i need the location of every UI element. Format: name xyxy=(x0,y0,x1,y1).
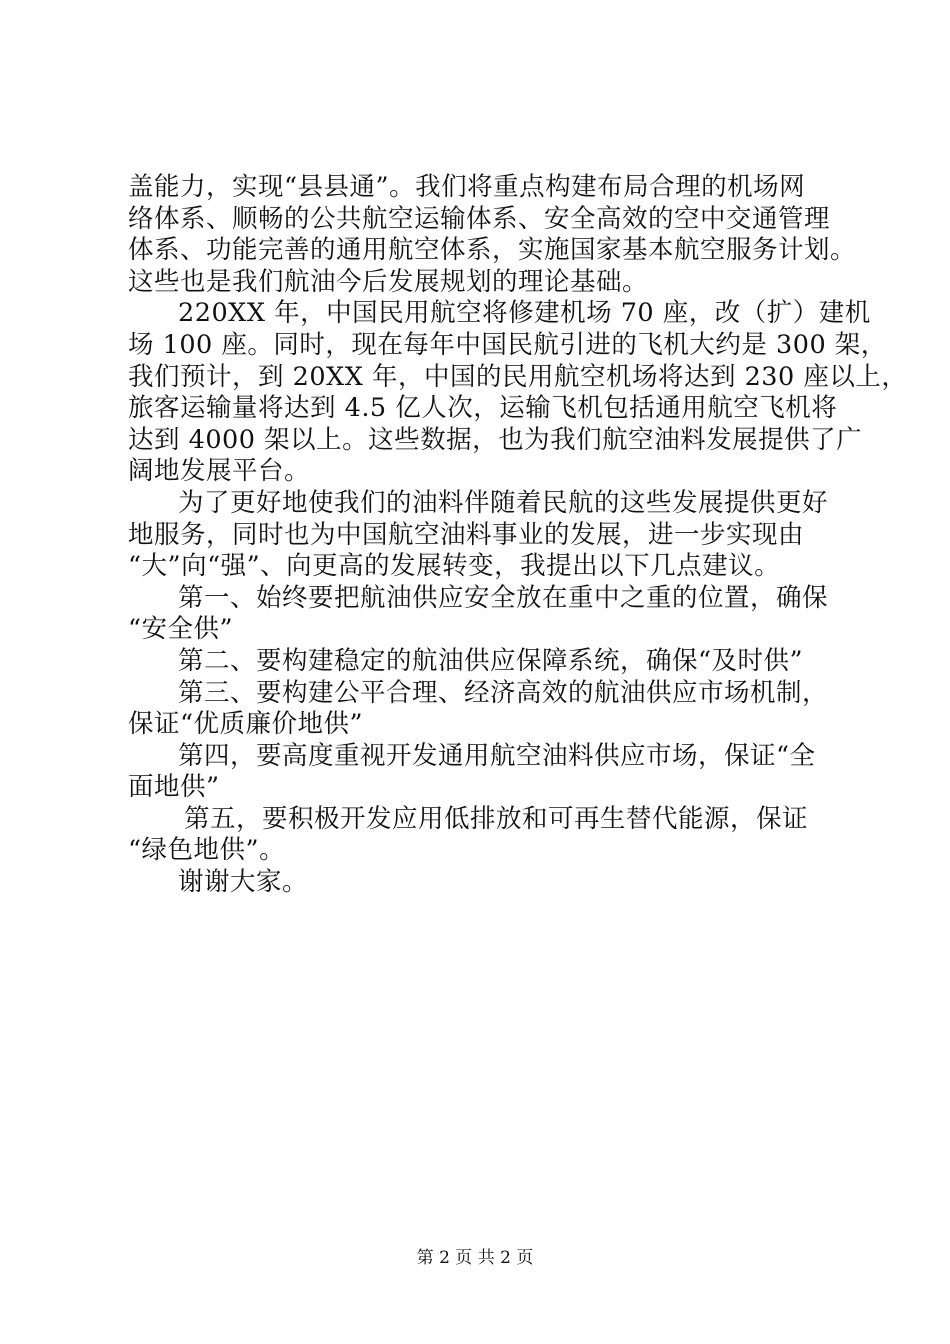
text-line-6: 场 100 座。同时，现在每年中国民航引进的飞机大约是 300 架， xyxy=(128,329,887,360)
page-number: 第 2 页 共 2 页 xyxy=(416,1248,534,1268)
text-line-8: 旅客运输量将达到 4.5 亿人次，运输飞机包括通用航空飞机将 xyxy=(128,393,838,424)
text-line-7: 我们预计，到 20XX 年，中国的民用航空机场将达到 230 座以上， xyxy=(128,361,908,392)
text-line-10: 阔地发展平台。 xyxy=(128,456,311,487)
text-line-1: 盖能力，实现“县县通”。我们将重点构建布局合理的机场网 xyxy=(128,172,806,202)
text-line-11: 为了更好地使我们的油料伴随着民航的这些发展提供更好 xyxy=(178,487,829,518)
page-footer xyxy=(0,1243,950,1268)
text-line-20: 面地供” xyxy=(128,772,220,803)
text-line-17: 第三、要构建公平合理、经济高效的航油供应市场机制， xyxy=(178,677,829,708)
text-line-9: 达到 4000 架以上。这些数据，也为我们航空油料发展提供了广 xyxy=(128,424,863,455)
text-line-19: 第四，要高度重视开发通用航空油料供应市场，保证“全 xyxy=(178,740,816,771)
text-line-18: 保证“优质廉价地供” xyxy=(128,709,364,740)
text-line-2: 络体系、顺畅的公共航空运输体系、安全高效的空中交通管理 xyxy=(128,203,831,234)
document-body xyxy=(128,172,908,899)
text-line-13: “大”向“强”、向更高的发展转变，我提出以下几点建议。 xyxy=(128,551,781,582)
text-line-4: 这些也是我们航油今后发展规划的理论基础。 xyxy=(128,266,649,297)
text-line-5: 220XX 年，中国民用航空将修建机场 70 座，改（扩）建机 xyxy=(178,298,871,329)
text-line-16: 第二、要构建稳定的航油供应保障系统，确保“及时供” xyxy=(178,645,804,676)
text-line-23: 谢谢大家。 xyxy=(178,867,309,898)
text-line-22: “绿色地供”。 xyxy=(128,835,286,866)
text-line-3: 体系、功能完善的通用航空体系，实施国家基本航空服务计划。 xyxy=(128,235,857,266)
text-line-14: 第一、始终要把航油供应安全放在重中之重的位置，确保 xyxy=(178,582,829,613)
text-line-15: “安全供” xyxy=(128,614,234,645)
text-line-12: 地服务，同时也为中国航空油料事业的发展，进一步实现由 xyxy=(128,519,805,550)
text-line-21: 第五，要积极开发应用低排放和可再生替代能源，保证 xyxy=(184,803,809,834)
